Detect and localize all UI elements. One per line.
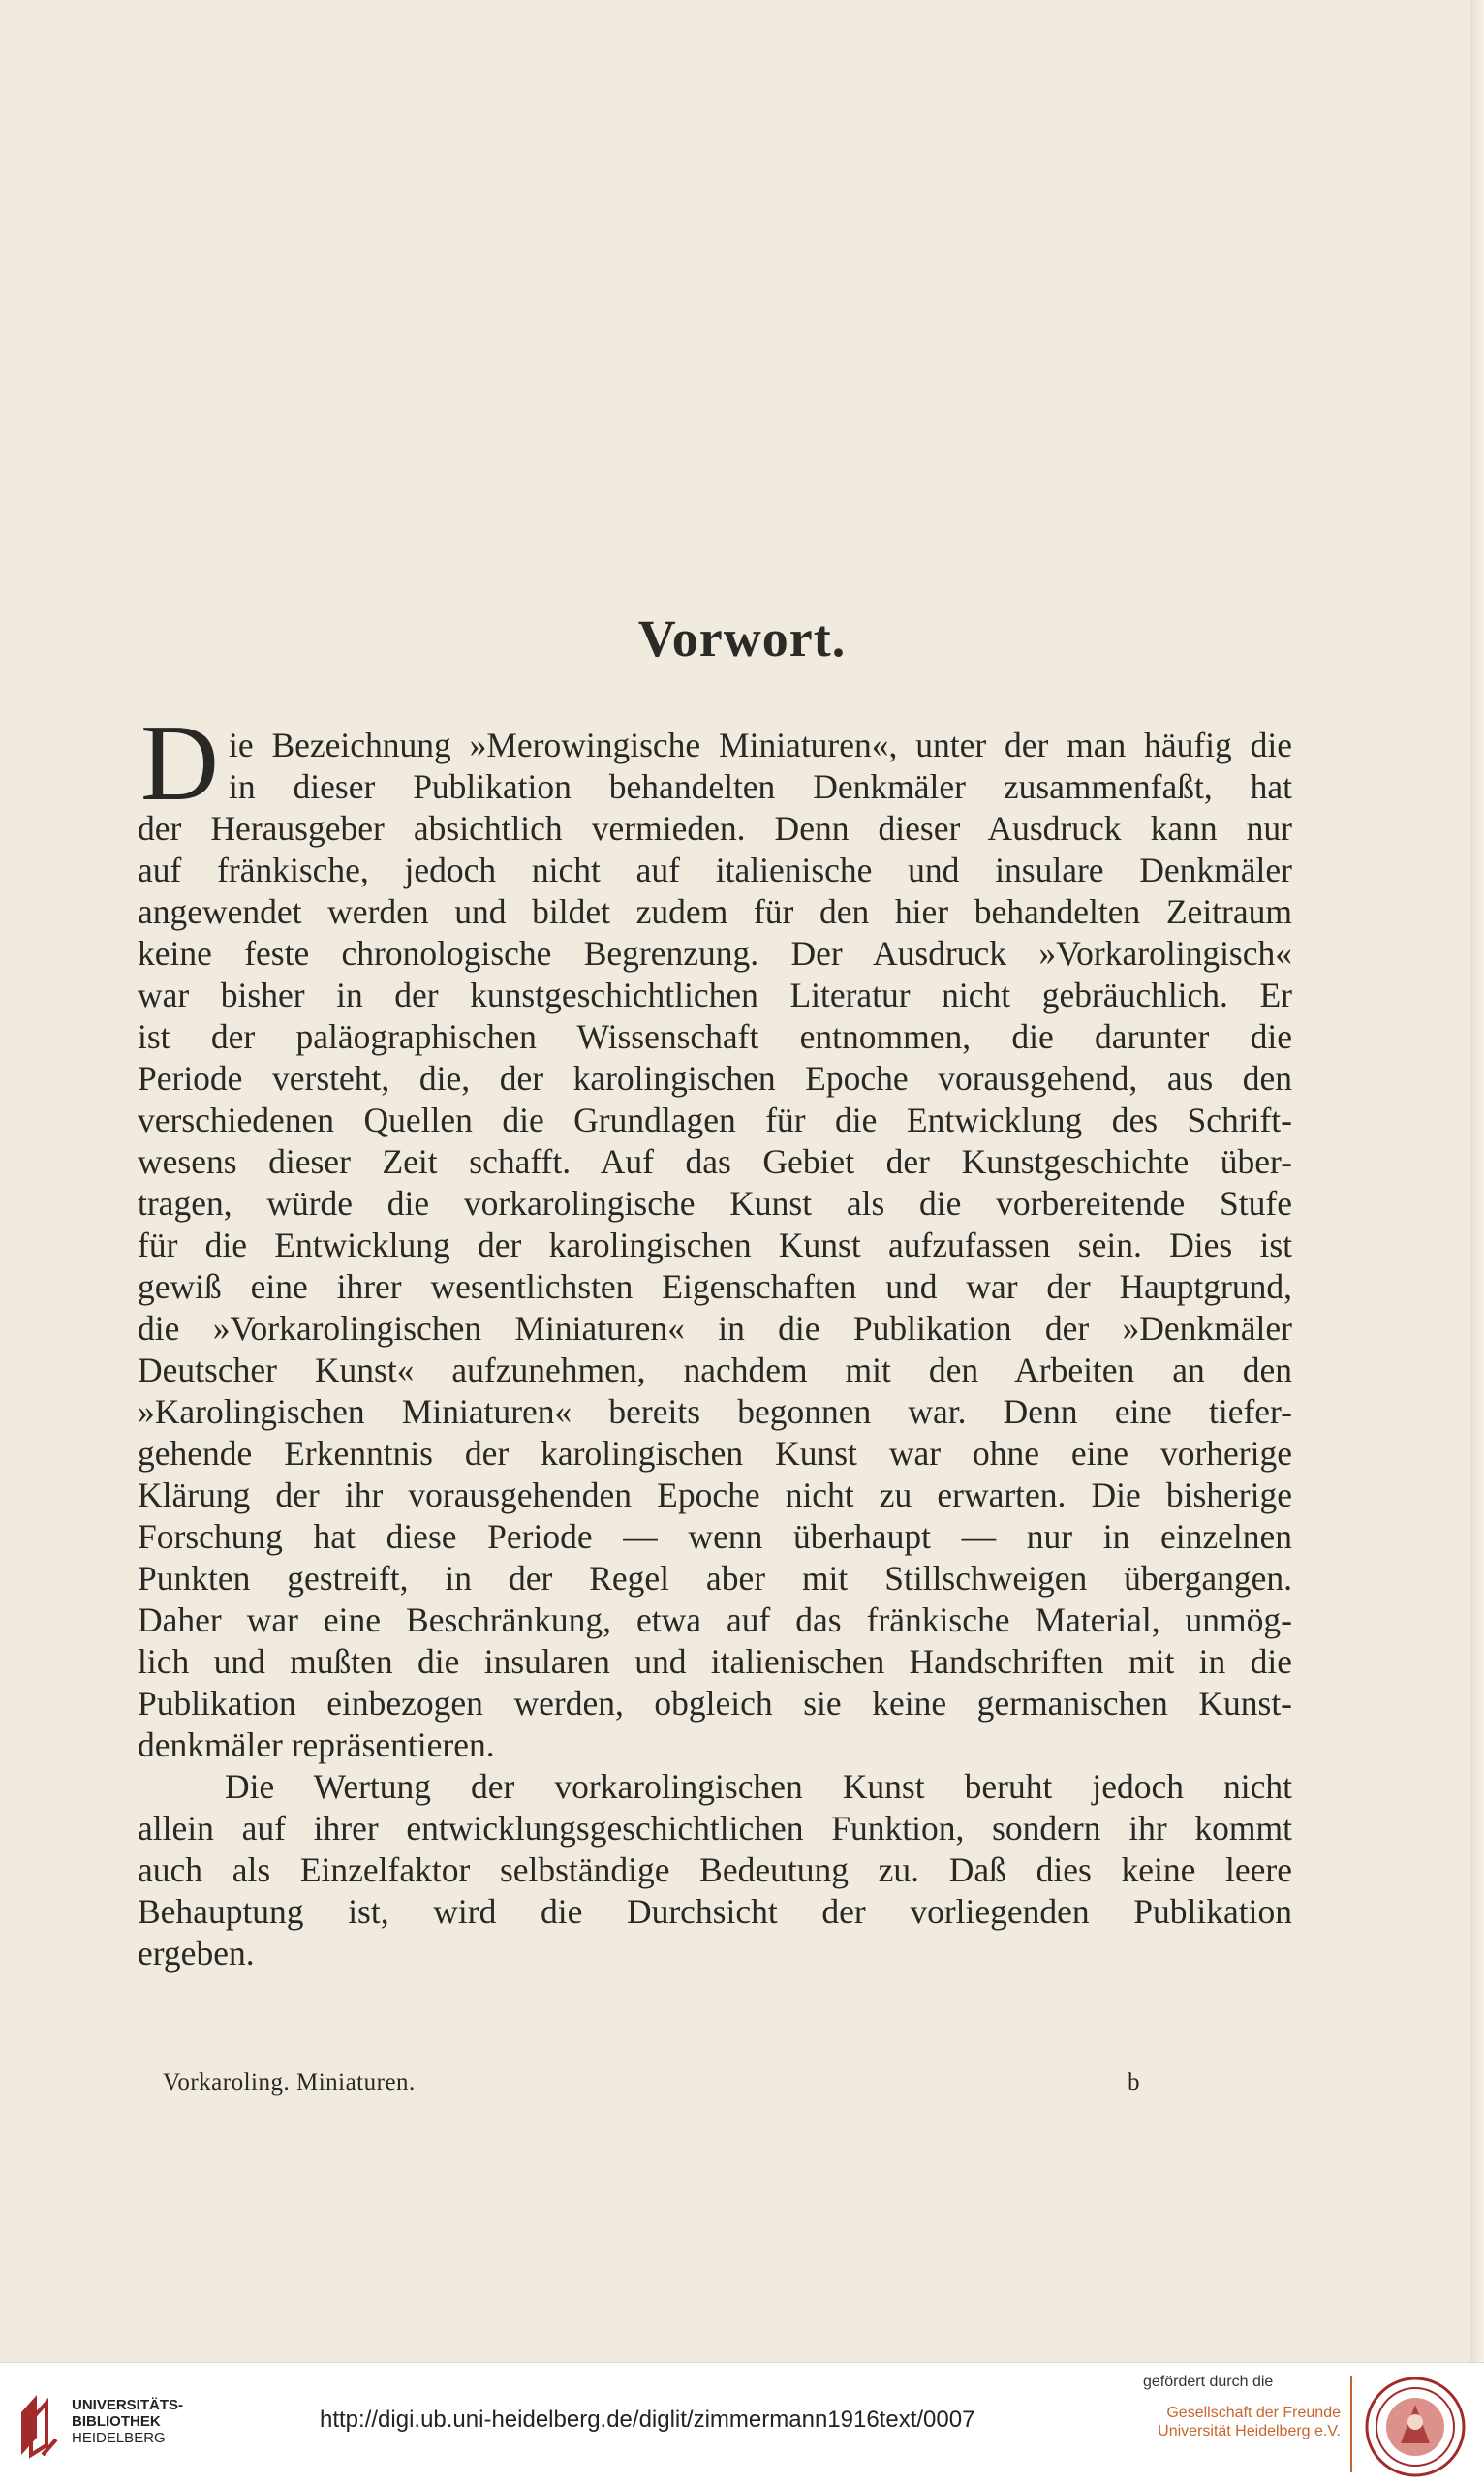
text-line: Forschung hat diese Periode — wenn überhaupt — nur in einzelnen	[138, 1517, 1292, 1556]
library-name-line: UNIVERSITÄTS-	[72, 2397, 184, 2413]
text-line: keine feste chronologische Begrenzung. Der Ausdruck »Vorkarolingisch«	[138, 934, 1292, 973]
body-text	[138, 725, 1292, 1974]
sponsor-name[interactable]	[1147, 2404, 1341, 2440]
library-name-line: HEIDELBERG	[72, 2430, 166, 2446]
text-line: Die Wertung der vorkarolingischen Kunst beruht jedoch nicht	[225, 1767, 1292, 1806]
sponsor-name-line: Universität Heidelberg e.V.	[1158, 2423, 1341, 2439]
text-line: Publikation einbezogen werden, obgleich sie keine germanischen Kunst-	[138, 1684, 1292, 1723]
text-line: der Herausgeber absichtlich vermieden. Denn dieser Ausdruck kann nur	[138, 809, 1292, 848]
text-line: denkmäler repräsentieren.	[138, 1725, 495, 1764]
sponsor-caption: gefördert durch die	[1143, 2374, 1274, 2390]
text-line: auch als Einzelfaktor selbständige Bedeutung zu. Daß dies keine leere	[138, 1850, 1292, 1889]
library-logo-icon[interactable]	[17, 2391, 62, 2459]
text-line: ie Bezeichnung »Merowingische Miniaturen«, unter der man häufig die	[229, 726, 1292, 764]
text-line: lich und mußten die insularen und italienischen Handschriften mit in die	[138, 1642, 1292, 1681]
footer-sheet-mark: b	[1128, 2069, 1140, 2096]
library-name[interactable]	[72, 2397, 183, 2446]
text-line: verschiedenen Quellen die Grundlagen für die Entwicklung des Schrift-	[138, 1101, 1292, 1139]
dropcap-letter: D	[140, 703, 219, 823]
library-name-line: BIBLIOTHEK	[72, 2413, 161, 2430]
text-line: Behauptung ist, wird die Durchsicht der vorliegenden Publikation	[138, 1892, 1292, 1931]
text-line: Daher war eine Beschränkung, etwa auf das fränkische Material, unmög-	[138, 1600, 1292, 1639]
university-seal-icon[interactable]	[1364, 2376, 1467, 2478]
text-line: Deutscher Kunst« aufzunehmen, nachdem mit den Arbeiten an den	[138, 1351, 1292, 1389]
paragraph-2	[138, 1766, 1292, 1974]
text-line: »Karolingischen Miniaturen« bereits begonnen war. Denn eine tiefer-	[138, 1392, 1292, 1431]
footer-signature: Vorkaroling. Miniaturen.	[163, 2069, 416, 2096]
text-line: auf fränkische, jedoch nicht auf italienische und insulare Denkmäler	[138, 851, 1292, 889]
permalink-url[interactable]: http://digi.ub.uni-heidelberg.de/diglit/zimmermann1916text/0007	[320, 2407, 975, 2433]
text-line: in dieser Publikation behandelten Denkmäler zusammenfaßt, hat	[229, 767, 1292, 806]
text-line: ergeben.	[138, 1934, 255, 1973]
text-line: Punkten gestreift, in der Regel aber mit Stillschweigen übergangen.	[138, 1559, 1292, 1598]
paragraph-1	[138, 725, 1292, 1766]
text-line: tragen, würde die vorkarolingische Kunst als die vorbereitende Stufe	[138, 1184, 1292, 1223]
text-line: wesens dieser Zeit schafft. Auf das Gebiet der Kunstgeschichte über-	[138, 1142, 1292, 1181]
text-line: Periode versteht, die, der karolingischen Epoche vorausgehend, aus den	[138, 1059, 1292, 1098]
text-line: Klärung der ihr vorausgehenden Epoche nicht zu erwarten. Die bisherige	[138, 1476, 1292, 1514]
text-line: gewiß eine ihrer wesentlichsten Eigenschaften und war der Hauptgrund,	[138, 1267, 1292, 1306]
text-line: ist der paläographischen Wissenschaft entnommen, die darunter die	[138, 1017, 1292, 1056]
text-line: war bisher in der kunstgeschichtlichen Literatur nicht gebräuchlich. Er	[138, 976, 1292, 1014]
sponsor-divider	[1350, 2376, 1352, 2472]
page-title: Vorwort.	[637, 609, 847, 668]
text-line: gehende Erkenntnis der karolingischen Kunst war ohne eine vorherige	[138, 1434, 1292, 1473]
text-line: angewendet werden und bildet zudem für den hier behandelten Zeitraum	[138, 892, 1292, 931]
text-line: für die Entwicklung der karolingischen Kunst aufzufassen sein. Dies ist	[138, 1226, 1292, 1264]
text-line: die »Vorkarolingischen Miniaturen« in die Publikation der »Denkmäler	[138, 1309, 1292, 1348]
text-line: allein auf ihrer entwicklungsgeschichtlichen Funktion, sondern ihr kommt	[138, 1809, 1292, 1848]
sponsor-name-line: Gesellschaft der Freunde	[1166, 2405, 1341, 2421]
page-edge	[1470, 0, 1484, 2362]
